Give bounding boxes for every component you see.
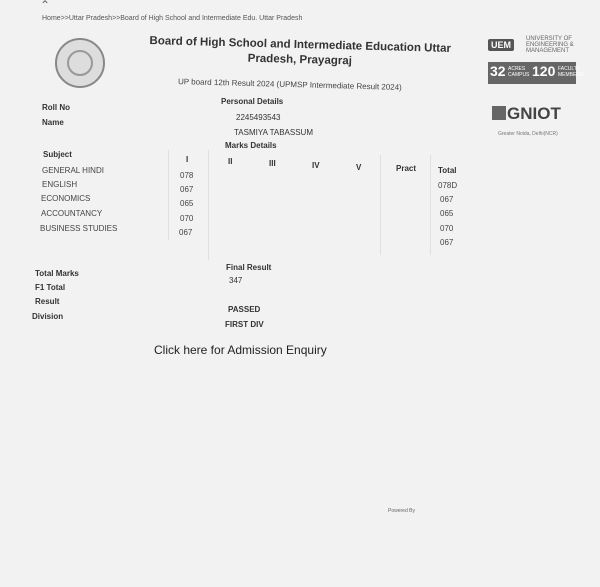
uem-name-line: MANAGEMENT <box>526 48 570 54</box>
uem-acres-label-line: CAMPUS <box>508 72 530 78</box>
column-header-total: Total <box>438 166 457 175</box>
division-label: Division <box>32 312 64 321</box>
name-value: TASMIYA TABASSUM <box>234 128 313 137</box>
uem-advertisement[interactable] <box>488 36 584 88</box>
uem-acres-label-line: ACRES <box>508 66 526 72</box>
uem-stats-banner <box>488 62 584 84</box>
uem-name-line: UNIVERSITY OF <box>526 36 572 42</box>
uem-name <box>526 36 574 54</box>
roll-no-value: 2245493543 <box>236 113 281 122</box>
breadcrumb <box>42 15 302 22</box>
gniot-logo[interactable]: GNIOT <box>492 104 561 124</box>
total-marks-label: Total Marks <box>35 269 79 278</box>
subject-mark-i: 065 <box>180 199 194 208</box>
column-header-iv: IV <box>312 161 320 170</box>
result-value: PASSED <box>228 305 261 314</box>
subject-total: 065 <box>440 209 454 218</box>
table-divider <box>168 150 169 240</box>
uem-acres-label <box>508 66 529 78</box>
subject-name: GENERAL HINDI <box>42 166 104 175</box>
breadcrumb-home-link[interactable]: Home <box>42 15 61 22</box>
table-divider <box>380 155 381 255</box>
page-title: Board of High School and Intermediate Education Uttar Pradesh, Prayagraj <box>149 35 452 68</box>
subject-mark-i: 067 <box>179 228 193 237</box>
subject-total: 067 <box>440 238 454 247</box>
subject-name: ENGLISH <box>42 180 78 189</box>
division-value: FIRST DIV <box>225 320 264 329</box>
column-header-iii: III <box>269 159 276 168</box>
subject-mark-i: 070 <box>180 214 194 223</box>
personal-details-heading: Personal Details <box>221 97 284 106</box>
page-subtitle: UP board 12th Result 2024 (UPMSP Intermediate Result 2024) <box>177 77 402 92</box>
column-header-ii: II <box>228 157 233 166</box>
gniot-location: Greater Noida, Delhi(NCR) <box>498 131 558 137</box>
table-divider <box>208 150 209 260</box>
subject-total: 070 <box>440 224 454 233</box>
powered-by-label: Powered By <box>388 508 415 514</box>
board-emblem-logo <box>55 38 105 88</box>
column-header-subject: Subject <box>43 150 72 159</box>
subject-mark-i: 067 <box>180 185 194 194</box>
total-marks-value: 347 <box>229 276 243 285</box>
column-header-i: I <box>186 155 189 164</box>
column-header-v: V <box>356 163 362 172</box>
final-result-heading: Final Result <box>226 263 272 272</box>
uem-name-line: ENGINEERING & <box>526 42 574 48</box>
subject-total: 078D <box>438 181 458 190</box>
subject-name: ACCOUNTANCY <box>41 209 103 218</box>
table-divider <box>430 155 431 255</box>
uem-faculty-label-line: MEMBERS <box>558 72 584 78</box>
breadcrumb-separator: >> <box>60 15 69 22</box>
name-label: Name <box>42 118 64 127</box>
subject-name: BUSINESS STUDIES <box>40 224 118 233</box>
breadcrumb-board-link[interactable]: Board of High School and Intermediate Edu. Uttar Pradesh <box>120 15 303 22</box>
uem-faculty-number: 120 <box>532 63 556 79</box>
result-label: Result <box>35 297 60 306</box>
breadcrumb-state-link[interactable]: Uttar Pradesh <box>68 15 113 22</box>
f1-total-label: F1 Total <box>35 283 66 292</box>
uem-acres-number: 32 <box>490 63 506 79</box>
subject-name: ECONOMICS <box>41 194 91 203</box>
column-header-pract: Pract <box>396 164 417 173</box>
collapse-caret-icon[interactable]: ⌃ <box>40 0 51 12</box>
subject-mark-i: 078 <box>180 171 194 180</box>
marks-details-heading: Marks Details <box>225 141 277 150</box>
uem-logo: UEM <box>488 39 514 51</box>
roll-no-label: Roll No <box>42 103 70 112</box>
uem-faculty-label <box>558 66 583 78</box>
uem-faculty-label-line: FACULTY <box>558 66 581 72</box>
subject-total: 067 <box>440 195 454 204</box>
admission-enquiry-link[interactable]: Click here for Admission Enquiry <box>154 343 327 357</box>
breadcrumb-separator: >> <box>112 15 121 22</box>
